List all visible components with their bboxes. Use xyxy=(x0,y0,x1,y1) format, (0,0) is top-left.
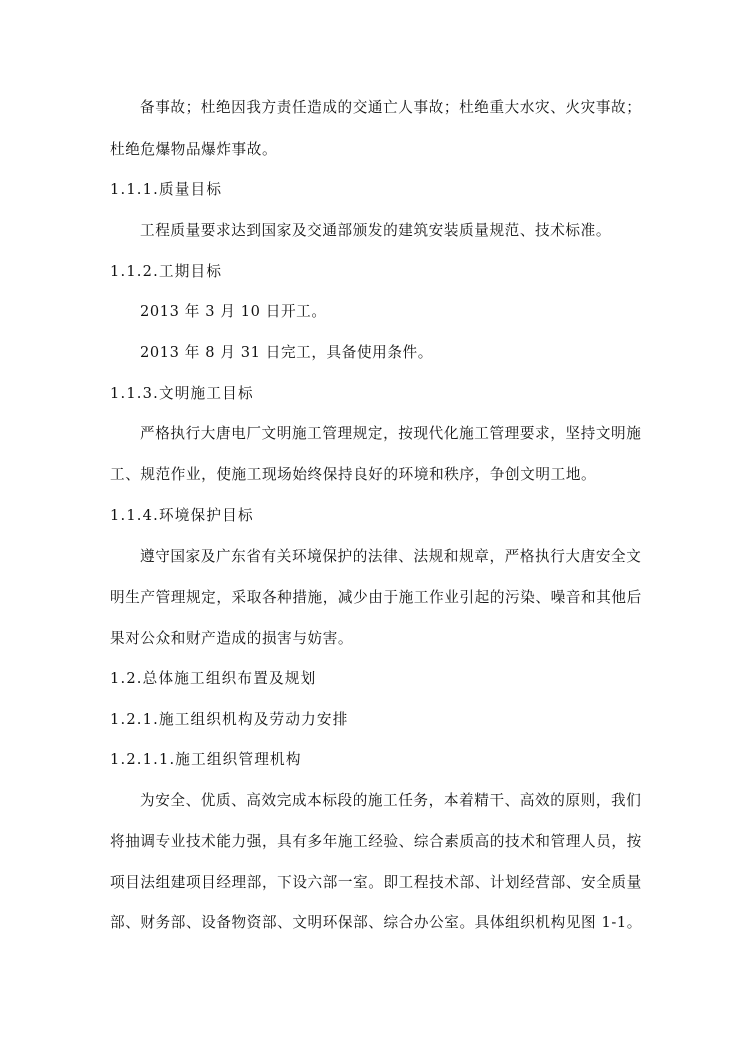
section-heading: 1.1.4.环境保护目标 xyxy=(110,507,254,524)
paragraph-line: 为安全、优质、高效完成本标段的施工任务，本着精干、高效的原则，我们 xyxy=(140,792,642,809)
paragraph-line: 将抽调专业技术能力强，具有多年施工经验、综合素质高的技术和管理人员，按 xyxy=(110,833,642,850)
paragraph-line: 工、规范作业，使施工现场始终保持良好的环境和秩序，争创文明工地。 xyxy=(110,466,597,483)
paragraph-line: 2013 年 3 月 10 日开工。 xyxy=(140,303,327,320)
paragraph-line: 杜绝危爆物品爆炸事故。 xyxy=(110,141,278,158)
section-heading: 1.1.2.工期目标 xyxy=(110,263,223,280)
section-heading: 1.1.3.文明施工目标 xyxy=(110,385,254,402)
paragraph-line: 备事故；杜绝因我方责任造成的交通亡人事故；杜绝重大水灾、火灾事故； xyxy=(140,99,642,116)
paragraph-line: 遵守国家及广东省有关环境保护的法律、法规和规章，严格执行大唐安全文 xyxy=(140,548,642,565)
section-heading: 1.2.1.施工组织机构及劳动力安排 xyxy=(110,711,349,728)
paragraph-line: 果对公众和财产造成的损害与妨害。 xyxy=(110,630,354,647)
section-heading: 1.2.1.1.施工组织管理机构 xyxy=(110,751,302,768)
paragraph-line: 严格执行大唐电厂文明施工管理规定，按现代化施工管理要求，坚持文明施 xyxy=(140,425,642,442)
section-heading: 1.2.总体施工组织布置及规划 xyxy=(110,670,317,687)
paragraph-line: 2013 年 8 月 31 日完工，具备使用条件。 xyxy=(140,344,433,361)
paragraph-line: 明生产管理规定，采取各种措施，减少由于施工作业引起的污染、噪音和其他后 xyxy=(110,589,642,606)
paragraph-line: 工程质量要求达到国家及交通部颁发的建筑安装质量规范、技术标准。 xyxy=(140,222,612,239)
paragraph-line: 部、财务部、设备物资部、文明环保部、综合办公室。具体组织机构见图 1-1。 xyxy=(110,914,642,931)
paragraph-line: 项目法组建项目经理部，下设六部一室。即工程技术部、计划经营部、安全质量 xyxy=(110,874,642,891)
section-heading: 1.1.1.质量目标 xyxy=(110,181,223,198)
